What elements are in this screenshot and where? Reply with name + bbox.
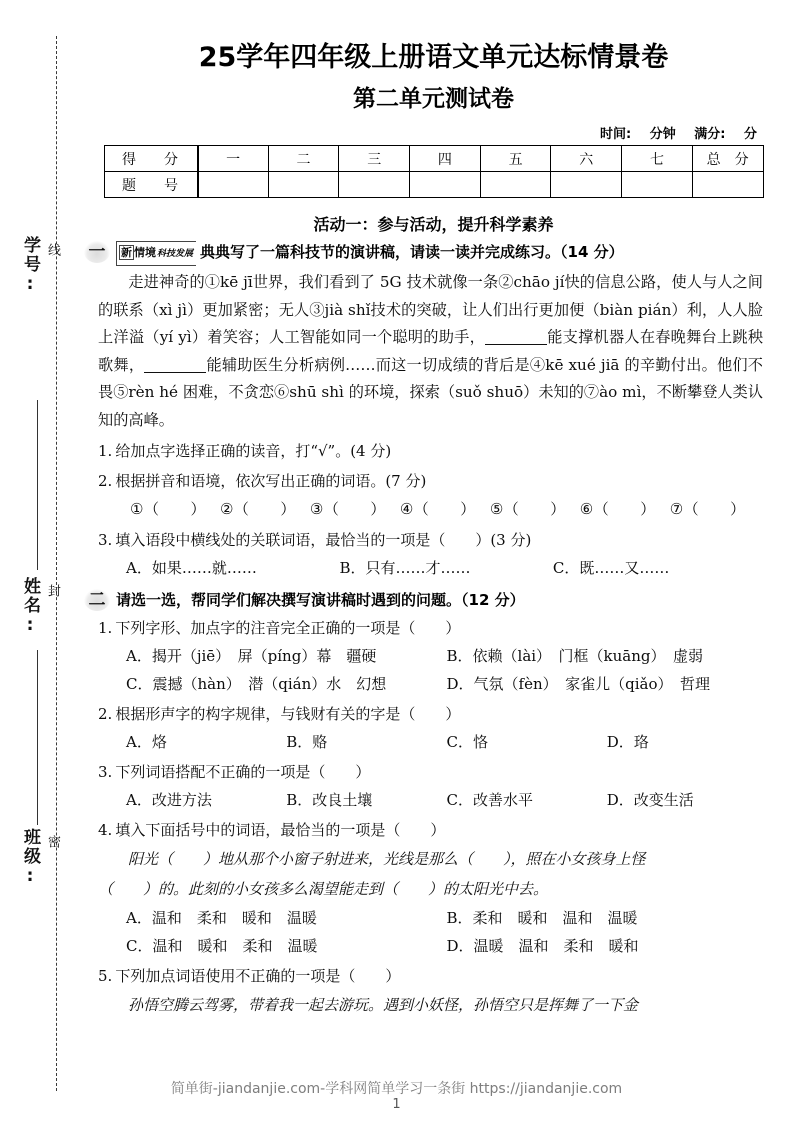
score-col-3: 三 [339,146,410,172]
student-id-label: 学号: [20,236,40,296]
q1-number: 1. [98,442,113,460]
s2q2-options [126,729,767,755]
s2q2-number: 2. [98,705,113,723]
section-one-header [84,241,793,267]
passage-part-3: 能辅助医生分析病例……而这一切成绩的背后是④kē xué jiā 的辛勤付出。他们不畏⑤rèn hé 困难，不贪恋⑥shū shì 的环境，探索（suǒ shuō）未知的⑦ào mì，不断攀登人类认知的高峰。 [98,355,763,429]
score-col-1: 一 [198,146,269,172]
section-two-question-1 [98,615,767,641]
answer-cell-4[interactable] [410,172,481,198]
exam-sheet [74,0,793,1121]
s2q3-number: 3. [98,763,113,781]
s2q2-option-a[interactable]: A．烙 [126,733,167,751]
time-label: 时间: [599,127,632,142]
s2q3-option-b[interactable]: B．改良土壤 [286,791,373,809]
s2q4-options-row-2 [126,933,767,959]
score-col-4: 四 [410,146,481,172]
reading-passage [98,269,763,434]
student-id-rule [37,400,38,570]
section-two-number: 二 [84,589,110,611]
s2q5-text: 下列加点词语使用不正确的一项是（ ） [115,967,401,985]
score-table-row-defen [104,146,763,172]
s2q4-option-d[interactable]: D．温暖 温和 柔和 暖和 [446,937,639,955]
s2q2-option-b[interactable]: B．赂 [286,733,328,751]
name-label: 姓名: [20,577,40,637]
section-one-question-2 [98,468,767,494]
seal-char-feng: 封 [45,584,60,597]
seal-dashed-line [56,36,57,1091]
s2q4-options-row-1 [126,905,767,931]
q2-text: 根据拼音和语境，依次写出正确的词语。(7 分) [115,472,427,490]
s2q4-text: 填入下面括号中的词语，最恰当的一项是（ ） [115,821,446,839]
q3-option-c[interactable]: C．既……又…… [552,559,670,577]
score-table [104,145,764,198]
badge-part-context: 情境 [134,246,156,259]
q2-blank-6[interactable]: ⑥（ ） [579,500,656,518]
q3-option-b[interactable]: B．只有……才…… [339,559,471,577]
s2q1-options-row-1 [126,643,767,669]
passage-blank-1[interactable] [485,344,547,345]
page-subtitle: 第二单元测试卷 [353,86,514,112]
s2q1-options-row-2 [126,671,767,697]
q1-text: 给加点字选择正确的读音，打“√”。(4 分) [115,442,392,460]
q3-number: 3. [98,531,113,549]
s2q1-number: 1. [98,619,113,637]
answer-cell-5[interactable] [480,172,551,198]
s2q2-option-d[interactable]: D．珞 [606,733,649,751]
s2q1-option-c[interactable]: C．震撼（hàn） 潜（qián）水 幻想 [126,675,387,693]
time-score-line [74,123,757,142]
q2-blank-3[interactable]: ③（ ） [309,500,386,518]
section-two-question-2 [98,701,767,727]
new-context-badge [116,241,196,266]
q2-answer-blanks [130,496,767,523]
q2-blank-4[interactable]: ④（ ） [399,500,476,518]
answer-cell-total[interactable] [692,172,763,198]
score-col-6: 六 [551,146,622,172]
section-two-question-4 [98,817,767,843]
score-unit: 分 [743,127,757,142]
s2q4-option-c[interactable]: C．温和 暖和 柔和 温暖 [126,937,318,955]
s2q3-option-a[interactable]: A．改进方法 [126,791,212,809]
section-one-question-3 [98,527,767,553]
s2q4-passage-line-2: （ ）的。此刻的小女孩多么渴望能走到（ ）的太阳光中去。 [98,880,549,898]
page-number: 1 [392,1097,401,1112]
section-two-question-5 [98,963,767,989]
s2q2-text: 根据形声字的构字规律，与钱财有关的字是（ ） [115,705,461,723]
badge-part-new: 新 [121,246,132,259]
s2q3-option-c[interactable]: C．改善水平 [446,791,533,809]
score-col-2: 二 [268,146,339,172]
passage-blank-2[interactable] [144,372,206,373]
answer-cell-1[interactable] [198,172,269,198]
q3-options [126,555,767,581]
q2-blank-5[interactable]: ⑤（ ） [489,500,566,518]
time-unit: 分钟 [649,127,676,142]
score-col-total: 总 分 [692,146,763,172]
activity-title: 活动一：参与活动，提升科学素养 [313,215,554,234]
fullscore-label: 满分: [694,127,726,142]
s2q4-passage-line-1: 阳光（ ）地从那个小窗子射进来，光线是那么（ ），照在小女孩身上怪 [128,850,646,868]
s2q3-options [126,787,767,813]
question-row-label: 题 号 [104,172,198,198]
s2q1-text: 下列字形、加点字的注音完全正确的一项是（ ） [115,619,461,637]
section-two-header [84,589,793,611]
seal-char-line: 线 [45,243,60,256]
q2-blank-1[interactable]: ①（ ） [130,500,206,518]
score-table-row-tihao [104,172,763,198]
page-title: 25学年四年级上册语文单元达标情景卷 [198,42,669,73]
q2-number: 2. [98,472,113,490]
s2q3-text: 下列词语搭配不正确的一项是（ ） [115,763,371,781]
badge-part-topic: 科技发展 [157,249,194,259]
left-binding-margin [0,0,74,1121]
section-one-stem-text: 典典写了一篇科技节的演讲稿，请读一读并完成练习。（14 分） [200,243,624,261]
name-rule [37,650,38,825]
section-two-question-3 [98,759,767,785]
score-col-7: 七 [622,146,693,172]
class-label: 班级: [20,828,40,888]
q3-text: 填入语段中横线处的关联词语，最恰当的一项是（ ）(3 分) [115,531,532,549]
q2-blank-2[interactable]: ②（ ） [219,500,296,518]
s2q3-option-d[interactable]: D．改变生活 [606,791,694,809]
s2q5-passage-line-1: 孙悟空腾云驾雾，带着我一起去游玩。遇到小妖怪，孙悟空只是挥舞了一下金 [128,996,639,1014]
s2q2-option-c[interactable]: C．恪 [446,733,488,751]
watermark-url: 简单街-jiandanjie.com-学科网简单学习一条街 https://jiandanjie.com [170,1081,623,1097]
section-one-number: 一 [84,241,110,263]
section-one-question-1 [98,438,767,464]
answer-cell-6[interactable] [551,172,622,198]
score-col-5: 五 [480,146,551,172]
section-two-stem: 请选一选，帮同学们解决撰写演讲稿时遇到的问题。（12 分） [116,591,525,609]
answer-cell-7[interactable] [622,172,693,198]
seal-char-mi: 密 [45,835,60,848]
s2q1-option-d[interactable]: D．气氛（fèn） 家雀儿（qiǎo） 哲理 [446,675,710,693]
q2-blank-7[interactable]: ⑦（ ） [669,500,746,518]
s2q1-option-b[interactable]: B．依赖（lài） 门框（kuāng） 虚弱 [446,647,704,665]
passage-part-1: 走进神奇的①kē jī世界，我们看到了 5G 技术就像一条②chāo jí快的信息公路，使人与人之间的联系（xì jì）更加紧密；无人③jià shǐ技术的突破，让人们出行更加便（biàn pián）利，人人脸上洋溢（yí yì）着笑容；人工智能如同一个聪明的助手， [98,273,763,346]
s2q4-option-b[interactable]: B．柔和 暖和 温和 温暖 [446,909,638,927]
s2q4-option-a[interactable]: A．温和 柔和 暖和 温暖 [126,909,317,927]
answer-cell-2[interactable] [268,172,339,198]
q3-option-a[interactable]: A．如果……就…… [126,559,257,577]
s2q5-number: 5. [98,967,113,985]
s2q1-option-a[interactable]: A．揭开（jiē） 屏（píng）幕 疆硬 [126,647,377,665]
score-row-label: 得 分 [104,146,198,172]
section-one-stem [116,241,624,267]
answer-cell-3[interactable] [339,172,410,198]
s2q4-number: 4. [98,821,113,839]
passage-part-2: 能支撑机器人在春晚舞台上跳秧歌舞， [98,328,764,374]
